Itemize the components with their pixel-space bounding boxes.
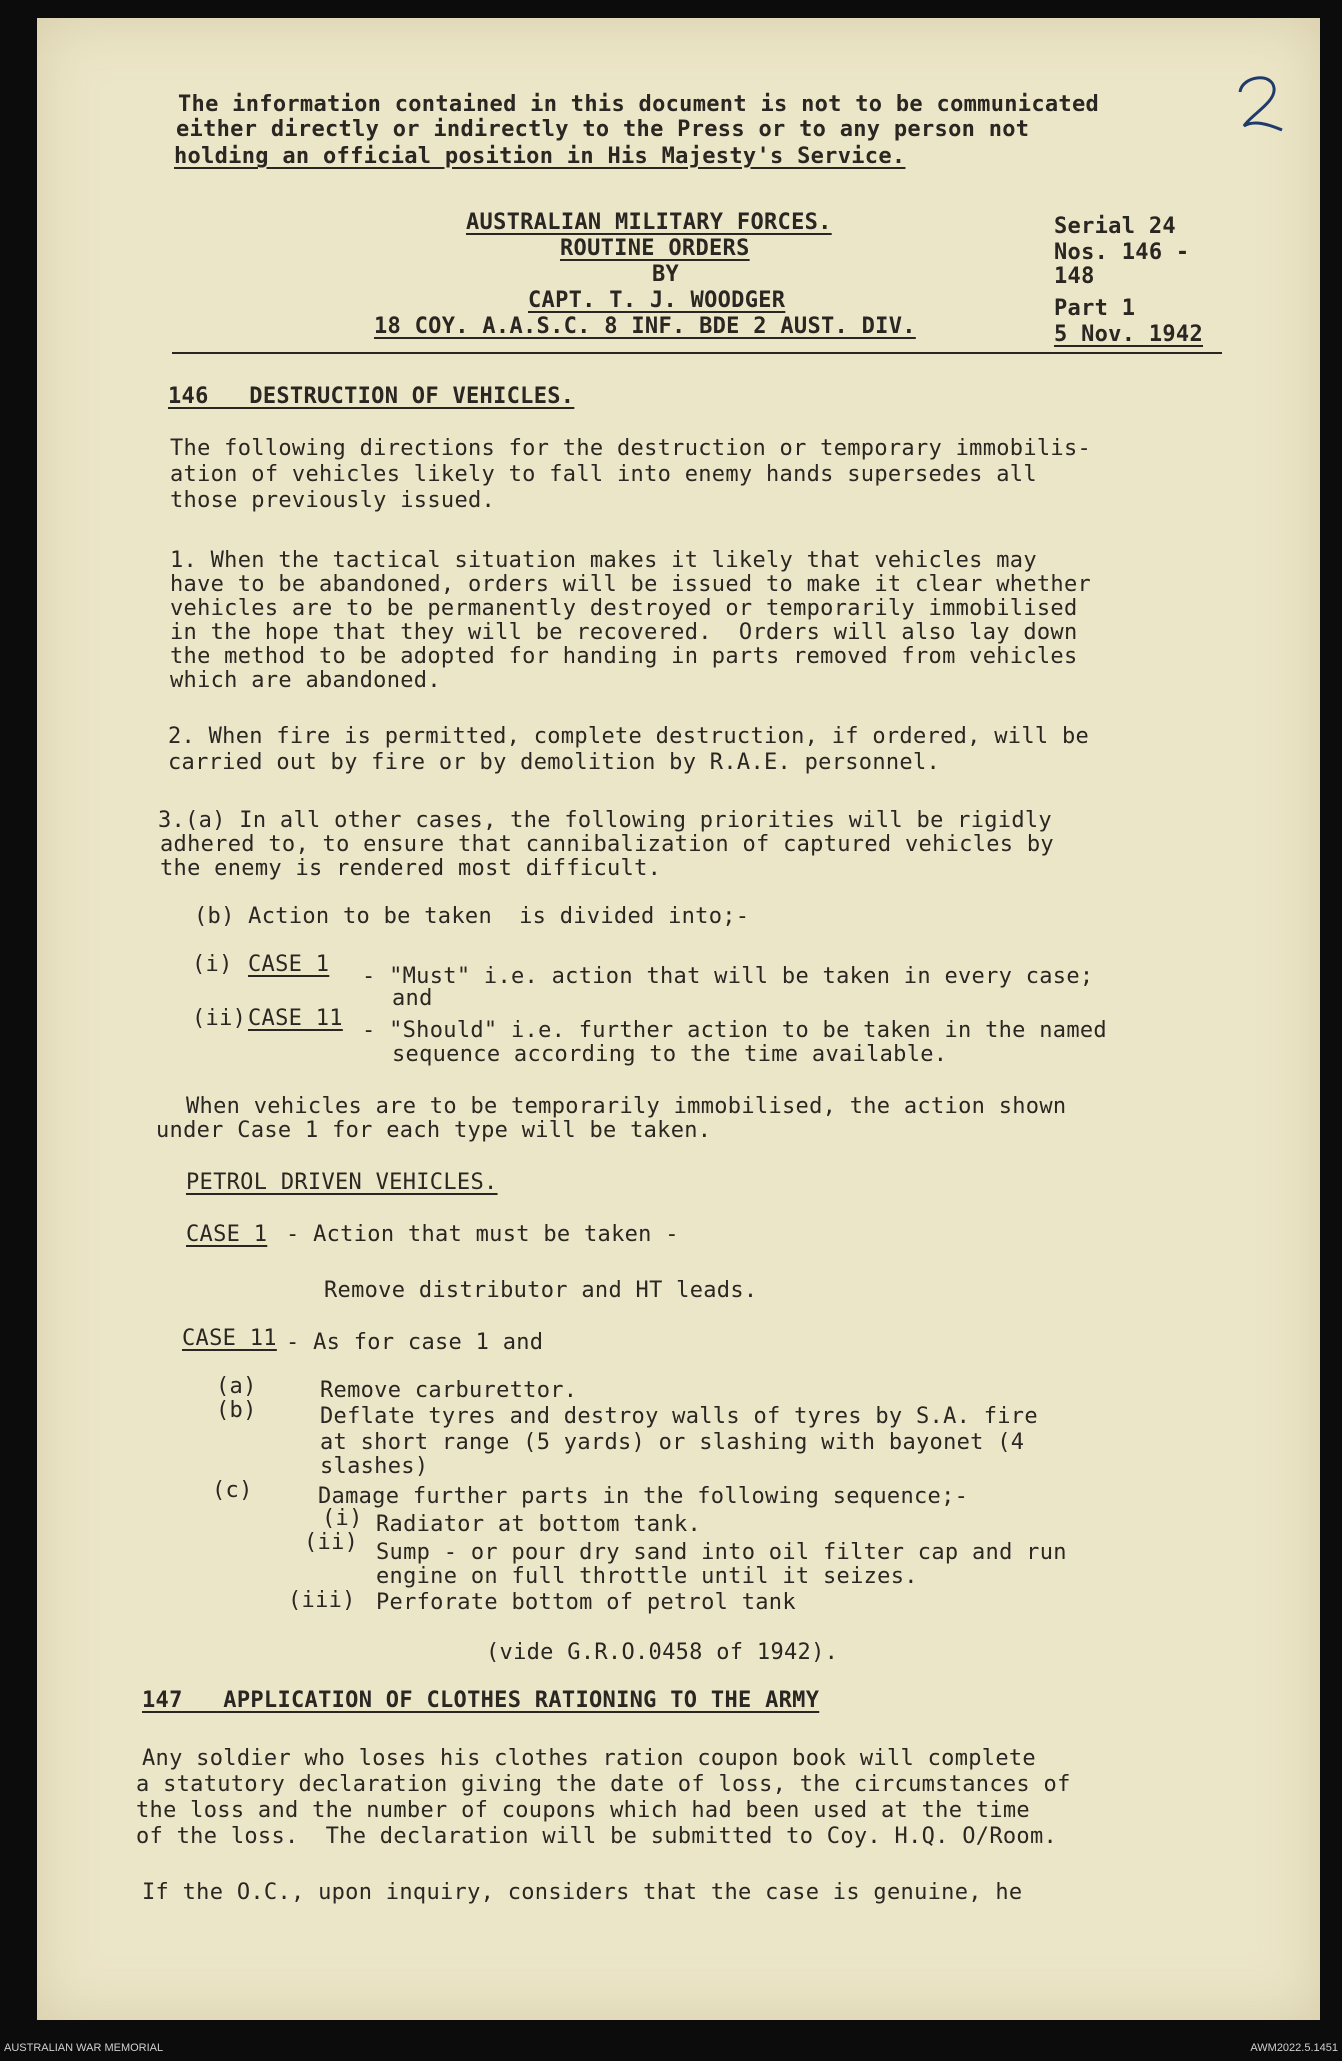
title-line-1: AUSTRALIAN MILITARY FORCES. <box>466 210 832 235</box>
item-b-line-3: slashes) <box>320 1454 429 1479</box>
case-ii-number: (ii) <box>192 1006 247 1031</box>
paragraph-2-line-2: carried out by fire or by demolition by R.A.E. personnel. <box>168 750 941 775</box>
case-11-label: CASE 11 <box>182 1326 277 1351</box>
title-line-5: 18 COY. A.A.S.C. 8 INF. BDE 2 AUST. DIV. <box>374 314 916 339</box>
order-147-heading: 147 APPLICATION OF CLOTHES RATIONING TO THE ARMY <box>142 1688 820 1713</box>
paragraph-1-line-1: 1. When the tactical situation makes it likely that vehicles may <box>170 548 1037 573</box>
case-ii-text-2: sequence according to the time available. <box>392 1042 948 1067</box>
paragraph-1-line-4: in the hope that they will be recovered. Orders will also lay down <box>170 620 1078 645</box>
item-c-label: (c) <box>212 1478 253 1503</box>
paragraph-3a-line-1: 3.(a) In all other cases, the following priorities will be rigidly <box>158 808 1052 833</box>
footer-source: AUSTRALIAN WAR MEMORIAL <box>4 2042 164 2054</box>
order-147-p1-line-4: of the loss. The declaration will be submitted to Coy. H.Q. O/Room. <box>136 1824 1058 1849</box>
title-line-4: CAPT. T. J. WOODGER <box>528 288 786 313</box>
serial-line-1: Serial 24 <box>1054 214 1176 239</box>
vide-reference: (vide G.R.O.0458 of 1942). <box>486 1640 839 1665</box>
sub-i-text: Radiator at bottom tank. <box>376 1512 702 1537</box>
temporary-immobilisation-line-1: When vehicles are to be temporarily immobilised, the action shown <box>186 1094 1067 1119</box>
order-146-heading: 146 DESTRUCTION OF VEHICLES. <box>168 384 575 409</box>
sub-i-label: (i) <box>322 1506 363 1531</box>
order-146-intro-line-1: The following directions for the destruction or temporary immobilis- <box>170 436 1092 461</box>
security-notice-line-2: either directly or indirectly to the Press or to any person not <box>176 117 1030 142</box>
item-b-label: (b) <box>216 1398 257 1423</box>
paragraph-3b: (b) Action to be taken is divided into;- <box>194 904 750 929</box>
order-146-intro-line-3: those previously issued. <box>170 488 496 513</box>
header-divider <box>172 352 1222 354</box>
paragraph-1-line-6: which are abandoned. <box>170 668 441 693</box>
footer-accession-number: AWM2022.5.1451 <box>1250 2042 1338 2054</box>
case-ii-text: - "Should" i.e. further action to be taken in the named <box>362 1018 1107 1043</box>
sub-iii-label: (iii) <box>288 1588 356 1613</box>
order-147-p1-line-3: the loss and the number of coupons which had been used at the time <box>136 1798 1030 1823</box>
order-147-p1-line-2: a statutory declaration giving the date of loss, the circumstances of <box>136 1772 1071 1797</box>
serial-line-4: Part 1 <box>1054 296 1136 321</box>
case-1-text: - Action that must be taken - <box>286 1222 679 1247</box>
sub-ii-line-1: Sump - or pour dry sand into oil filter cap and run <box>376 1540 1067 1565</box>
paragraph-3a-line-2: adhered to, to ensure that cannibalization of captured vehicles by <box>160 832 1054 857</box>
paragraph-2-line-1: 2. When fire is permitted, complete destruction, if ordered, will be <box>168 724 1090 749</box>
paragraph-1-line-3: vehicles are to be permanently destroyed or temporarily immobilised <box>170 596 1078 621</box>
sub-ii-label: (ii) <box>304 1530 359 1555</box>
order-147-p2: If the O.C., upon inquiry, considers that the case is genuine, he <box>142 1880 1023 1905</box>
case-i-number: (i) <box>192 952 233 977</box>
title-line-3: BY <box>652 262 680 287</box>
paragraph-1-line-5: the method to be adopted for handing in parts removed from vehicles <box>170 644 1078 669</box>
paragraph-3a-line-3: the enemy is rendered most difficult. <box>160 856 662 881</box>
case-ii-label: CASE 11 <box>248 1006 343 1031</box>
title-line-2: ROUTINE ORDERS <box>560 236 750 261</box>
security-notice-line-1: The information contained in this document is not to be communicated <box>178 92 1100 117</box>
case-i-text: - "Must" i.e. action that will be taken in every case; <box>362 964 1094 989</box>
case-11-text: - As for case 1 and <box>286 1330 544 1355</box>
case-1-action: Remove distributor and HT leads. <box>324 1278 758 1303</box>
item-c-text: Damage further parts in the following sequence;- <box>318 1484 969 1509</box>
order-146-intro-line-2: ation of vehicles likely to fall into enemy hands supersedes all <box>170 462 1037 487</box>
sub-iii-text: Perforate bottom of petrol tank <box>376 1590 796 1615</box>
security-notice-line-3: holding an official position in His Majesty's Service. <box>174 144 906 169</box>
serial-line-3: 148 <box>1054 264 1095 289</box>
item-b-line-1: Deflate tyres and destroy walls of tyres by S.A. fire <box>320 1404 1038 1429</box>
order-147-p1-line-1: Any soldier who loses his clothes ration coupon book will complete <box>142 1746 1036 1771</box>
handwritten-page-number <box>1232 70 1288 138</box>
serial-line-2: Nos. 146 - <box>1054 240 1190 265</box>
paragraph-1-line-2: have to be abandoned, orders will be issued to make it clear whether <box>170 572 1092 597</box>
case-i-and: and <box>392 986 433 1011</box>
item-b-line-2: at short range (5 yards) or slashing with bayonet (4 <box>320 1430 1025 1455</box>
petrol-vehicles-heading: PETROL DRIVEN VEHICLES. <box>186 1170 498 1195</box>
temporary-immobilisation-line-2: under Case 1 for each type will be taken. <box>156 1118 712 1143</box>
case-1-label: CASE 1 <box>186 1222 268 1247</box>
serial-line-5: 5 Nov. 1942 <box>1054 322 1203 347</box>
item-a-text: Remove carburettor. <box>320 1378 578 1403</box>
sub-ii-line-2: engine on full throttle until it seizes. <box>376 1564 918 1589</box>
case-i-label: CASE 1 <box>248 952 330 977</box>
item-a-label: (a) <box>216 1374 257 1399</box>
